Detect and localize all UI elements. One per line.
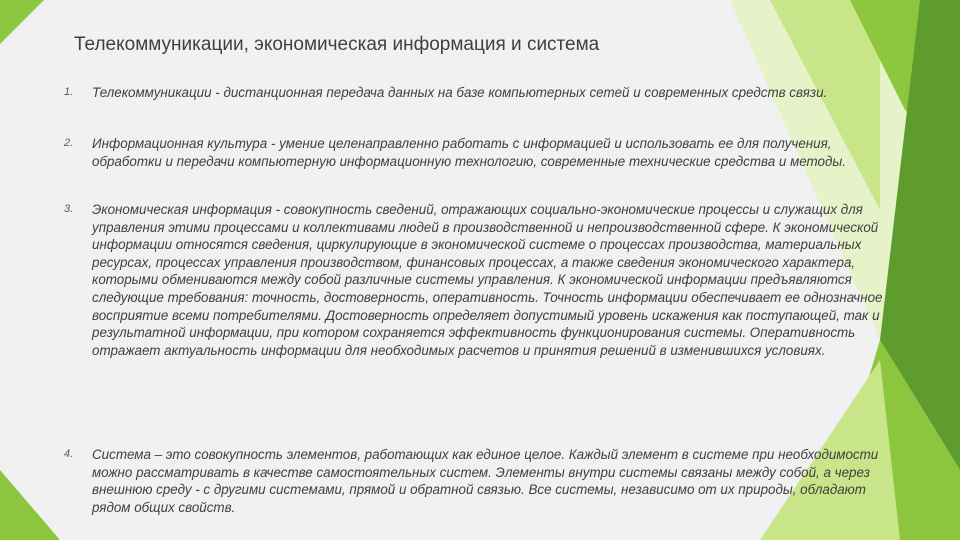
item-number: 3.: [64, 203, 74, 215]
item-text: Телекоммуникации - дистанционная передача данных на базе компьютерных сетей и современных средств связи.: [92, 85, 828, 100]
item-text: Система – это совокупность элементов, работающих как единое целое. Каждый элемент в системе при необходимости можно рассматривать в качестве самостоятельных систем. Элементы внутри системы связаны между собой, а через внешнюю среду - с другими системами, прямой и обратной связью. Все системы, независимо от их природы, обладают рядом общих свойств.: [92, 447, 879, 515]
top-left-corner-shape: [0, 0, 44, 44]
definition-list: [64, 84, 884, 526]
item-text: Информационная культура - умение целенаправленно работать с информацией и использовать ее для получения, обработки и передачи компьютерную информационную технологию, современные технические средства и методы.: [92, 136, 846, 169]
list-item: [64, 201, 884, 446]
item-number: 2.: [64, 137, 74, 149]
item-number: 1.: [64, 86, 74, 98]
list-item: [64, 84, 884, 135]
bottom-left-corner-shape: [0, 470, 60, 540]
item-text: Экономическая информация - совокупность сведений, отражающих социально-экономические процессы и служащих для управления этими процессами и коллективами людей в производственной и непроизводственной сфере. К экономической информации относятся сведения, циркулирующие в экономической системе о процессах производства, материальных ресурсах, процессах управления производством, финансовых процессах, а также сведения экономического характера, которыми обмениваются между собой различные системы управления. К экономической информации предъявляются следующие требования: точность, достоверность, оперативность. Точность информации обеспечивает ее однозначное восприятие всеми потребителями. Достоверность определяет допустимый уровень искажения как поступающей, так и результатной информации, при котором сохраняется эффективность функционирования системы. Оперативность отражает актуальность информации для необходимых расчетов и принятия решений в изменившихся условиях.: [92, 202, 883, 358]
item-number: 4.: [64, 448, 74, 460]
list-item: [64, 135, 884, 201]
slide-title: Телекоммуникации, экономическая информация и система: [74, 34, 600, 55]
list-item: [64, 446, 884, 526]
